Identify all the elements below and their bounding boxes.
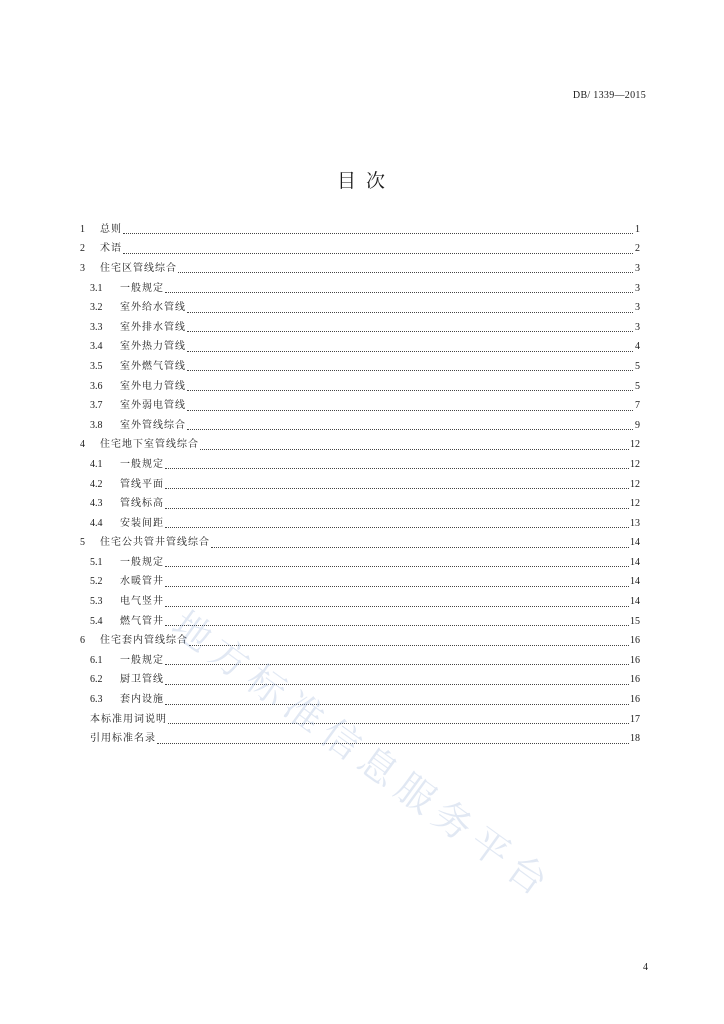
toc-entry-label: 一般规定 — [120, 556, 164, 568]
toc-entry-number: 5.3 — [90, 596, 103, 608]
toc-entry[interactable] — [78, 651, 640, 671]
toc-entry[interactable] — [78, 220, 640, 240]
toc-entry[interactable] — [78, 338, 640, 358]
toc-entry-label: 安装间距 — [120, 517, 164, 529]
toc-entry-label: 水暖管井 — [120, 576, 164, 588]
toc-entry-number: 4 — [80, 439, 85, 451]
toc-entry-label: 一般规定 — [120, 282, 164, 294]
toc-entry[interactable] — [78, 494, 640, 514]
page-number: 4 — [643, 962, 648, 973]
toc-entry-page: 4 — [635, 341, 640, 353]
toc-leader-dots — [123, 243, 633, 254]
toc-entry[interactable] — [78, 279, 640, 299]
toc-leader-dots — [165, 694, 629, 705]
toc-entry-number: 3.4 — [90, 341, 103, 353]
toc-entry-label: 燃气管井 — [120, 615, 164, 627]
toc-entry-number: 4.2 — [90, 478, 103, 490]
toc-leader-dots — [187, 380, 633, 391]
toc-entry-number: 3.2 — [90, 302, 103, 314]
toc-entry-page: 14 — [630, 576, 640, 588]
toc-entry-label: 管线标高 — [120, 498, 164, 510]
toc-entry-number: 3.1 — [90, 282, 103, 294]
toc-entry[interactable] — [78, 475, 640, 495]
toc-leader-dots — [165, 478, 629, 489]
toc-entry-label: 住宅公共管井管线综合 — [100, 537, 210, 549]
toc-entry-page: 17 — [630, 713, 640, 725]
toc-entry-page: 16 — [630, 635, 640, 647]
toc-entry-page: 16 — [630, 654, 640, 666]
toc-entry-page: 15 — [630, 615, 640, 627]
toc-entry-page: 3 — [635, 302, 640, 314]
toc-leader-dots — [168, 713, 629, 724]
toc-entry-number: 6.1 — [90, 654, 103, 666]
toc-entry[interactable] — [78, 318, 640, 338]
toc-entry-number: 4.1 — [90, 458, 103, 470]
toc-entry-page: 14 — [630, 537, 640, 549]
toc-entry-number: 3.5 — [90, 360, 103, 372]
toc-entry-page: 5 — [635, 360, 640, 372]
toc-entry-label: 电气竖井 — [120, 596, 164, 608]
toc-entry-label: 住宅区管线综合 — [100, 262, 177, 274]
toc-entry-label: 引用标准名录 — [90, 733, 156, 745]
toc-entry-page: 12 — [630, 439, 640, 451]
toc-entry-page: 12 — [630, 458, 640, 470]
toc-entry[interactable] — [78, 671, 640, 691]
toc-leader-dots — [211, 537, 629, 548]
toc-entry-label: 室外燃气管线 — [120, 360, 186, 372]
toc-leader-dots — [165, 458, 629, 469]
toc-entry[interactable] — [78, 553, 640, 573]
toc-entry-page: 3 — [635, 321, 640, 333]
toc-entry[interactable] — [78, 514, 640, 534]
toc-entry-label: 室外弱电管线 — [120, 400, 186, 412]
toc-entry-label: 室外给水管线 — [120, 302, 186, 314]
toc-entry-page: 14 — [630, 556, 640, 568]
toc-entry-page: 7 — [635, 400, 640, 412]
toc-entry-page: 18 — [630, 733, 640, 745]
toc-entry-label: 一般规定 — [120, 458, 164, 470]
toc-entry[interactable] — [78, 690, 640, 710]
toc-entry-number: 3.8 — [90, 419, 103, 431]
toc-entry-label: 厨卫管线 — [120, 674, 164, 686]
toc-entry-number: 2 — [80, 243, 85, 255]
toc-entry-label: 室外电力管线 — [120, 380, 186, 392]
toc-leader-dots — [187, 360, 633, 371]
toc-leader-dots — [123, 223, 633, 234]
toc-entry-number: 6.3 — [90, 694, 103, 706]
toc-entry-page: 1 — [635, 223, 640, 235]
toc-entry-page: 3 — [635, 282, 640, 294]
toc-leader-dots — [165, 282, 633, 293]
toc-leader-dots — [165, 596, 629, 607]
toc-leader-dots — [178, 262, 633, 273]
toc-entry-label: 住宅地下室管线综合 — [100, 439, 199, 451]
toc-entry-label: 室外排水管线 — [120, 321, 186, 333]
toc-entry-page: 13 — [630, 517, 640, 529]
toc-entry[interactable] — [78, 396, 640, 416]
toc-entry-page: 14 — [630, 596, 640, 608]
toc-entry[interactable] — [78, 357, 640, 377]
toc-leader-dots — [165, 517, 629, 528]
toc-entry-page: 3 — [635, 262, 640, 274]
toc-entry-number: 5 — [80, 537, 85, 549]
toc-entry[interactable] — [78, 298, 640, 318]
toc-leader-dots — [187, 321, 633, 332]
toc-entry-number: 1 — [80, 223, 85, 235]
toc-entry-number: 4.4 — [90, 517, 103, 529]
toc-entry-number: 5.1 — [90, 556, 103, 568]
toc-entry-page: 12 — [630, 498, 640, 510]
toc-entry[interactable] — [78, 534, 640, 554]
toc-entry[interactable] — [78, 436, 640, 456]
toc-leader-dots — [187, 400, 633, 411]
page-title: 目 次 — [336, 170, 388, 192]
toc-entry-label: 住宅套内管线综合 — [100, 635, 188, 647]
toc-entry[interactable] — [78, 592, 640, 612]
toc-entry-number: 6 — [80, 635, 85, 647]
toc-entry[interactable] — [78, 240, 640, 260]
toc-entry-page: 16 — [630, 674, 640, 686]
toc-entry[interactable] — [78, 455, 640, 475]
toc-entry-label: 室外热力管线 — [120, 341, 186, 353]
toc-leader-dots — [187, 419, 633, 430]
toc-leader-dots — [200, 439, 629, 450]
toc-entry[interactable] — [78, 377, 640, 397]
toc-entry-label: 本标准用词说明 — [90, 713, 167, 725]
toc-leader-dots — [165, 576, 629, 587]
toc-entry-number: 3.3 — [90, 321, 103, 333]
toc-entry-number: 3.6 — [90, 380, 103, 392]
toc-entry-label: 总则 — [100, 223, 122, 235]
toc-entry-label: 术语 — [100, 243, 122, 255]
toc-leader-dots — [187, 302, 633, 313]
toc-entry-label: 套内设施 — [120, 694, 164, 706]
toc-entry-number: 5.2 — [90, 576, 103, 588]
table-of-contents — [78, 220, 640, 749]
toc-entry-page: 16 — [630, 694, 640, 706]
toc-entry-number: 3.7 — [90, 400, 103, 412]
toc-entry-label: 管线平面 — [120, 478, 164, 490]
toc-entry-number: 5.4 — [90, 615, 103, 627]
toc-entry-label: 室外管线综合 — [120, 419, 186, 431]
toc-entry-page: 9 — [635, 419, 640, 431]
toc-entry[interactable] — [78, 631, 640, 651]
toc-entry-page: 5 — [635, 380, 640, 392]
watermark: 地方标准信息服务平台 — [163, 602, 562, 909]
toc-entry-page: 12 — [630, 478, 640, 490]
toc-leader-dots — [165, 498, 629, 509]
toc-leader-dots — [165, 556, 629, 567]
toc-entry[interactable] — [78, 416, 640, 436]
toc-entry-label: 一般规定 — [120, 654, 164, 666]
document-code: DB/ 1339—2015 — [572, 90, 646, 101]
toc-entry-number: 3 — [80, 262, 85, 274]
toc-entry-page: 2 — [635, 243, 640, 255]
toc-entry[interactable] — [78, 573, 640, 593]
toc-leader-dots — [187, 341, 633, 352]
toc-entry-number: 4.3 — [90, 498, 103, 510]
toc-entry[interactable] — [78, 259, 640, 279]
toc-entry-number: 6.2 — [90, 674, 103, 686]
toc-entry[interactable] — [78, 612, 640, 632]
